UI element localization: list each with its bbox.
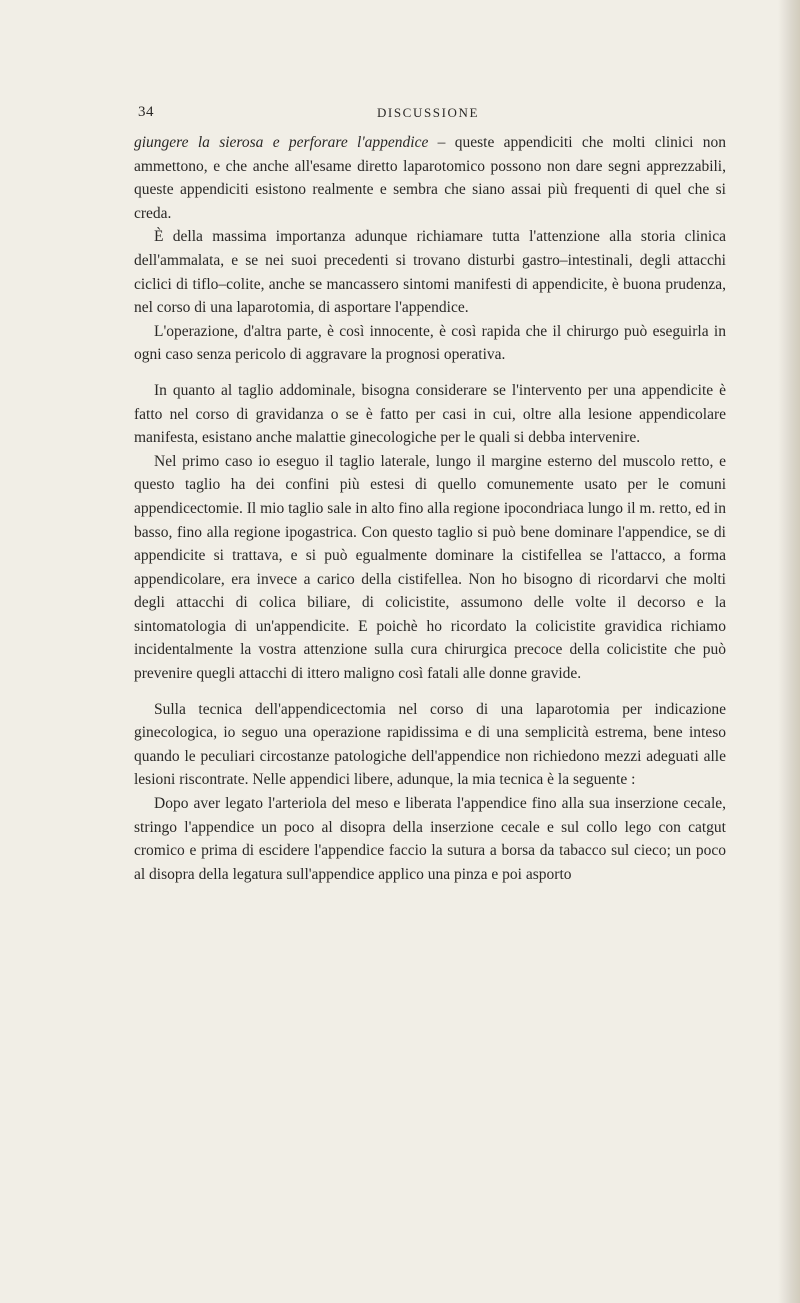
italic-lead: giungere la sierosa e perforare l'appendice [134, 134, 429, 151]
paragraph-7: Dopo aver legato l'arteriola del meso e liberata l'appendice fino alla sua inserzione cecale, stringo l'appendice un poco al disopra della inserzione cecale e sul collo lego con catgut cromico e prima di escidere l'appendice faccio la sutura a borsa da tabacco sul cieco; un poco al disopra della legatura sull'appendice applico una pinza e poi asporto [134, 795, 726, 883]
paragraph-4: In quanto al taglio addominale, bisogna considerare se l'intervento per una appendicite è fatto nel corso di gravidanza o se è fatto per casi in cui, oltre alla lesione appendicolare manifesta, esistano anche malattie ginecologiche per le quali si debba intervenire. [134, 381, 726, 447]
page-number: 34 [138, 104, 154, 120]
paragraph-2: È della massima importanza adunque richiamare tutta l'attenzione alla storia clinica dell'ammalata, e se nei suoi precedenti si trovano disturbi gastro–intestinali, degli attacchi ciclici di tiflo–colite, anche se mancassero sintomi manifesti di appendicite, è buona prudenza, nel corso di una laparotomia, di asportare l'appendice. [134, 228, 726, 317]
paragraph-3: L'operazione, d'altra parte, è così innocente, è così rapida che il chirurgo può eseguirla in ogni caso senza pericolo di aggravare la prognosi operativa. [134, 322, 726, 364]
paragraph-1 [134, 131, 726, 225]
body-text [134, 131, 726, 886]
paragraph-1-text: – queste appendiciti che molti clinici non ammettono, e che anche all'esame diretto laparotomico possono non dare segni apprezzabili, queste appendiciti esistono realmente e sembra che siano assai più frequenti di quel che si creda. [134, 134, 726, 222]
page-header [138, 104, 718, 126]
page-edge-shadow [778, 0, 800, 1303]
running-head: DISCUSSIONE [376, 105, 480, 120]
paragraph-5: Nel primo caso io eseguo il taglio laterale, lungo il margine esterno del muscolo retto, e questo taglio ha dei confini più estesi di quello comunemente usato per le comuni appendicectomie. Il mio taglio sale in alto fino alla regione ipocondriaca lungo il m. retto, ed in basso, fino alla regione ipogastrica. Con questo taglio si può bene dominare l'appendice, se di appendicite si trattava, e si può egualmente dominare la cistifellea se l'attacco, a forma appendicolare, era invece a carico della cistifellea. Non ho bisogno di ricordarvi che molti degli attacchi di colica biliare, di colicistite, assumono delle volte il decorso e la sintomatologia di un'appendicite. E poichè ho ricordato la colicistite gravidica richiamo incidentalmente la vostra attenzione sulla cura chirurgica precoce della colicistite che può prevenire quegli attacchi di ittero maligno così fatali alle donne gravide. [134, 452, 726, 683]
paragraph-6: Sulla tecnica dell'appendicectomia nel corso di una laparotomia per indicazione ginecologica, io seguo una operazione rapidissima e di una semplicità estrema, bene inteso quando le peculiari circostanze patologiche dell'appendice non richiedono mezzi adeguati alle lesioni riscontrate. Nelle appendici libere, adunque, la mia tecnica è la seguente : [134, 700, 726, 789]
